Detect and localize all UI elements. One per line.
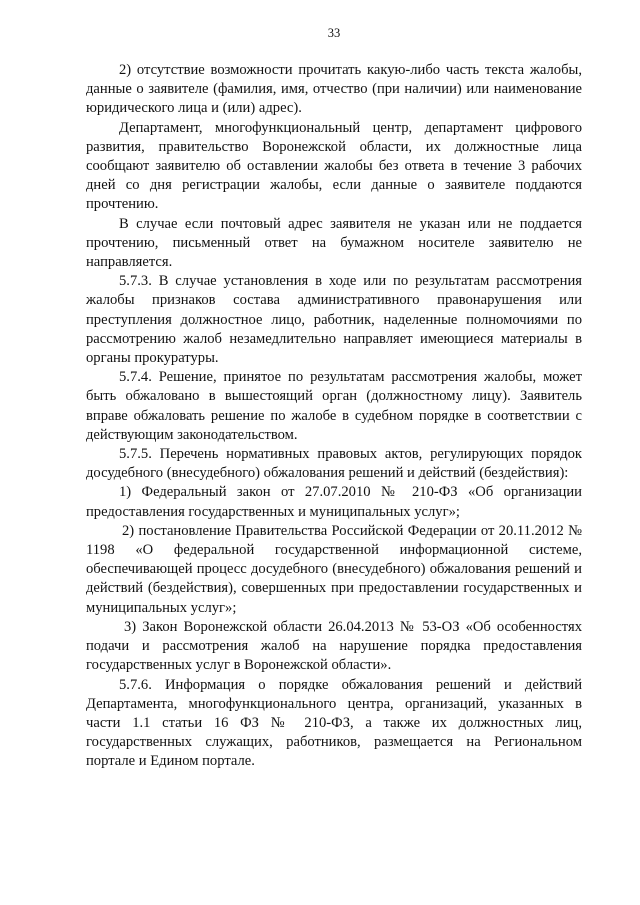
paragraph-5-7-4: 5.7.4. Решение, принятое по результатам рассмотрения жалобы, может быть обжаловано в вышестоящий орган (должностному лицу). Заявитель вправе обжаловать решение по жалобе в судебном порядке в соответствии с действующим законодательством.: [86, 369, 582, 443]
paragraph-item-2-unreadable: 2) отсутствие возможности прочитать какую-либо часть текста жалобы, данные о заявителе (фамилия, имя, отчество (при наличии) или наименование юридического лица и (или) адрес).: [86, 62, 582, 117]
paragraph-notification: Департамент, многофункциональный центр, департамент цифрового развития, правительство Воронежской области, их должностные лица сообщают заявителю об оставлении жалобы без ответа в течение 3 рабочих дней со дня регистрации жалобы, если данные о заявителе поддаются прочтению.: [86, 119, 582, 213]
paragraph-postal-address: В случае если почтовый адрес заявителя не указан или не поддается прочтению, письменный ответ на бумажном носителе заявителю не направляется.: [86, 215, 582, 271]
paragraph-legal-act-1: 1) Федеральный закон от 27.07.2010 № 210-ФЗ «Об организации предоставления государственных и муниципальных услуг»;: [86, 484, 582, 520]
paragraph-5-7-5: 5.7.5. Перечень нормативных правовых актов, регулирующих порядок досудебного (внесудебного) обжалования решений и действий (бездействия):: [86, 446, 582, 482]
paragraph-5-7-6: 5.7.6. Информация о порядке обжалования решений и действий Департамента, многофункционального центра, организаций, указанных в части 1.1 статьи 16 ФЗ № 210-ФЗ, а также их должностных лиц, государственных служащих, работников, размещается на Региональном портале и Едином портале.: [86, 676, 582, 770]
page-number: 33: [327, 26, 341, 40]
paragraph-5-7-3: 5.7.3. В случае установления в ходе или по результатам рассмотрения жалобы признаков состава административного правонарушения или преступления должностное лицо, работник, наделенные полномочиями по рассмотрению жалоб незамедлительно направляет имеющиеся материалы в органы прокуратуры.: [86, 273, 582, 367]
paragraph-legal-act-3: 3) Закон Воронежской области 26.04.2013 № 53-ОЗ «Об особенностях подачи и рассмотрения жалоб на нарушение порядка предоставления государственных услуг в Воронежской области».: [86, 618, 582, 674]
paragraph-legal-act-2: 2) постановление Правительства Российской Федерации от 20.11.2012 № 1198 «О федеральной государственной информационной системе, обеспечивающей процесс досудебного (внесудебного) обжалования решений и действий (бездействия), совершенных при предоставлении государственных и муниципальных услуг»;: [86, 522, 582, 616]
